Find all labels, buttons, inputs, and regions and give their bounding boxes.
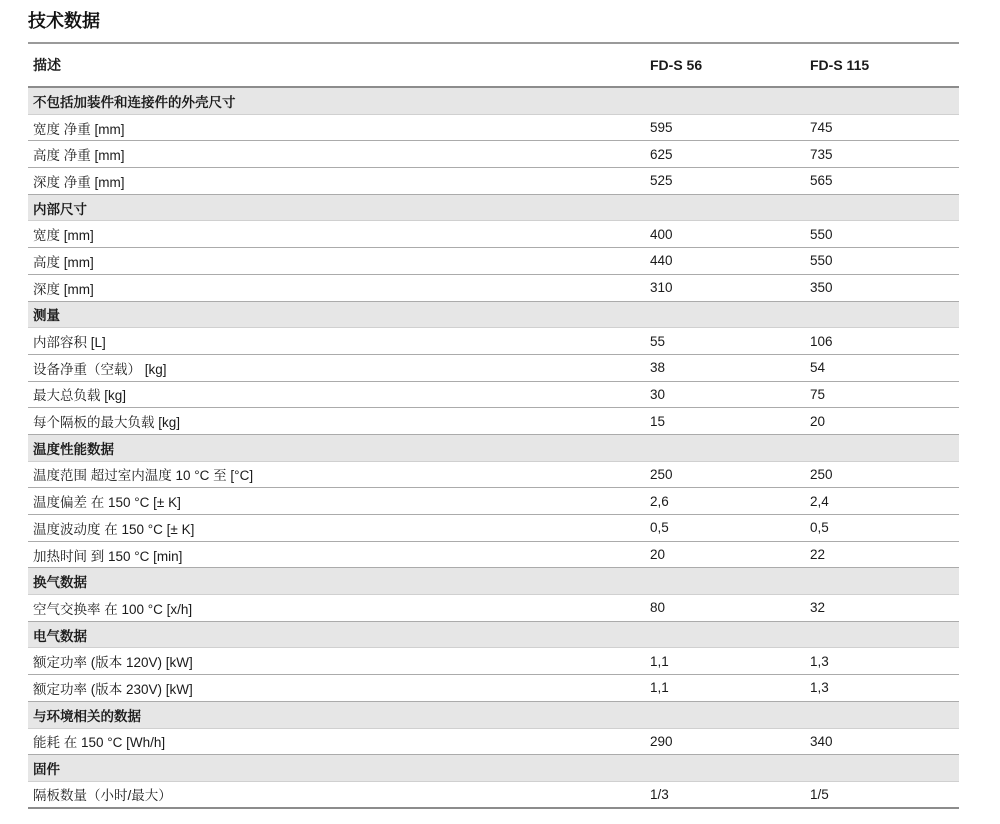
value-fds115: 2,4 xyxy=(810,493,829,509)
value-fds56: 0,5 xyxy=(650,520,669,536)
row-label: 宽度 净重 [mm] xyxy=(33,121,125,137)
section-label: 固件 xyxy=(33,762,60,778)
section-row xyxy=(28,88,959,115)
spec-sheet-content xyxy=(28,0,959,809)
value-fds115: 1,3 xyxy=(810,680,829,696)
value-fds56: 38 xyxy=(650,360,666,376)
value-fds115: 54 xyxy=(810,360,826,376)
table-row xyxy=(28,729,959,756)
row-label: 高度 [mm] xyxy=(33,254,94,270)
table-row xyxy=(28,488,959,515)
section-label: 换气数据 xyxy=(33,575,87,591)
row-label: 隔板数量（小时/最大） xyxy=(33,788,172,804)
page-title: 技术数据 xyxy=(28,11,100,31)
row-label: 额定功率 (版本 120V) [kW] xyxy=(33,655,193,671)
table-body xyxy=(28,88,959,809)
value-fds56: 1,1 xyxy=(650,680,669,696)
section-label: 测量 xyxy=(33,308,60,324)
value-fds115: 340 xyxy=(810,733,833,749)
value-fds56: 2,6 xyxy=(650,493,669,509)
row-label: 温度波动度 在 150 °C [± K] xyxy=(33,521,195,537)
value-fds56: 1,1 xyxy=(650,653,669,669)
value-fds56: 250 xyxy=(650,466,673,482)
value-fds115: 22 xyxy=(810,547,826,563)
value-fds115: 106 xyxy=(810,333,833,349)
section-label: 电气数据 xyxy=(33,628,87,644)
row-label: 宽度 [mm] xyxy=(33,228,94,244)
row-label: 内部容积 [L] xyxy=(33,335,106,351)
value-fds56: 20 xyxy=(650,547,666,563)
row-label: 高度 净重 [mm] xyxy=(33,148,125,164)
table-row xyxy=(28,595,959,622)
table-row xyxy=(28,248,959,275)
row-label: 温度范围 超过室内温度 10 °C 至 [°C] xyxy=(33,468,254,484)
value-fds56: 1/3 xyxy=(650,786,669,802)
section-row xyxy=(28,622,959,649)
value-fds115: 32 xyxy=(810,600,826,616)
table-row xyxy=(28,221,959,248)
value-fds56: 400 xyxy=(650,226,673,242)
row-label: 额定功率 (版本 230V) [kW] xyxy=(33,681,193,697)
row-label: 温度偏差 在 150 °C [± K] xyxy=(33,495,181,511)
value-fds115: 1/5 xyxy=(810,786,829,802)
section-row xyxy=(28,435,959,462)
table-row xyxy=(28,675,959,702)
table-row xyxy=(28,462,959,489)
table-row xyxy=(28,382,959,409)
section-row xyxy=(28,755,959,782)
value-fds115: 0,5 xyxy=(810,520,829,536)
value-fds115: 1,3 xyxy=(810,653,829,669)
value-fds115: 745 xyxy=(810,120,833,136)
value-fds115: 350 xyxy=(810,280,833,296)
value-fds56: 440 xyxy=(650,253,673,269)
value-fds115: 75 xyxy=(810,386,826,402)
row-label: 加热时间 到 150 °C [min] xyxy=(33,548,183,564)
section-row xyxy=(28,702,959,729)
row-label: 空气交换率 在 100 °C [x/h] xyxy=(33,601,193,617)
section-label: 不包括加装件和连接件的外壳尺寸 xyxy=(33,94,236,110)
value-fds115: 20 xyxy=(810,413,826,429)
value-fds56: 525 xyxy=(650,173,673,189)
section-row xyxy=(28,302,959,329)
table-row xyxy=(28,648,959,675)
row-label: 每个隔板的最大负载 [kg] xyxy=(33,415,181,431)
table-row xyxy=(28,115,959,142)
row-label: 深度 [mm] xyxy=(33,281,94,297)
row-label: 最大总负载 [kg] xyxy=(33,388,127,404)
column-header-fds56: FD-S 56 xyxy=(650,57,703,73)
section-label: 与环境相关的数据 xyxy=(33,708,141,724)
value-fds56: 15 xyxy=(650,413,666,429)
column-header-description: 描述 xyxy=(33,57,61,73)
section-label: 内部尺寸 xyxy=(33,201,87,217)
value-fds115: 565 xyxy=(810,173,833,189)
section-label: 温度性能数据 xyxy=(33,441,114,457)
table-row xyxy=(28,542,959,569)
value-fds115: 735 xyxy=(810,146,833,162)
value-fds115: 550 xyxy=(810,253,833,269)
table-row xyxy=(28,782,959,809)
column-header-fds115: FD-S 115 xyxy=(810,57,870,73)
section-row xyxy=(28,568,959,595)
value-fds56: 595 xyxy=(650,120,673,136)
table-row xyxy=(28,515,959,542)
value-fds115: 250 xyxy=(810,466,833,482)
value-fds56: 30 xyxy=(650,386,666,402)
value-fds56: 290 xyxy=(650,733,673,749)
table-row xyxy=(28,168,959,195)
row-label: 深度 净重 [mm] xyxy=(33,174,125,190)
table-row xyxy=(28,141,959,168)
value-fds56: 310 xyxy=(650,280,673,296)
value-fds115: 550 xyxy=(810,226,833,242)
table-row xyxy=(28,328,959,355)
table-row xyxy=(28,275,959,302)
table-header-row xyxy=(28,44,959,88)
row-label: 能耗 在 150 °C [Wh/h] xyxy=(33,735,166,751)
value-fds56: 55 xyxy=(650,333,666,349)
section-row xyxy=(28,195,959,222)
value-fds56: 80 xyxy=(650,600,666,616)
table-row xyxy=(28,408,959,435)
table-row xyxy=(28,355,959,382)
value-fds56: 625 xyxy=(650,146,673,162)
row-label: 设备净重（空载） [kg] xyxy=(33,361,167,377)
